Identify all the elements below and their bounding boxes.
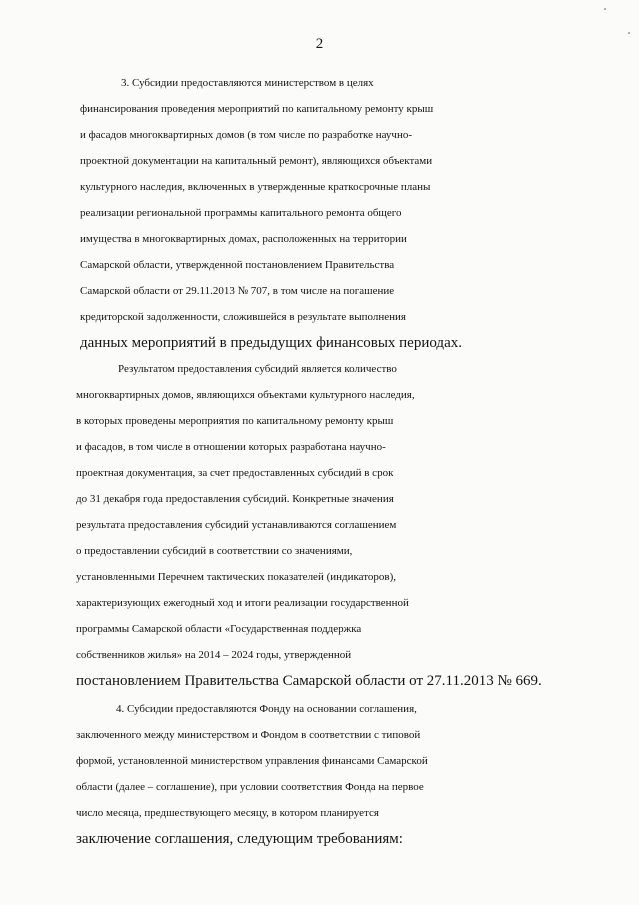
- text-line: постановлением Правительства Самарской области от 27.11.2013 № 669.: [76, 673, 542, 689]
- text-line: заключение соглашения, следующим требованиям:: [76, 831, 403, 847]
- text-line: культурного наследия, включенных в утвержденные краткосрочные планы: [80, 181, 431, 193]
- text-line: 4. Субсидии предоставляются Фонду на основании соглашения,: [116, 703, 417, 715]
- scan-speck: [628, 32, 630, 34]
- text-line: программы Самарской области «Государственная поддержка: [76, 623, 362, 635]
- text-line: заключенного между министерством и Фондом в соответствии с типовой: [76, 729, 421, 741]
- text-line: финансирования проведения мероприятий по капитальному ремонту крыш: [80, 103, 434, 115]
- text-line: кредиторской задолженности, сложившейся в результате выполнения: [80, 311, 406, 323]
- text-line: и фасадов, в том числе в отношении которых разработана научно-: [76, 441, 386, 453]
- text-line: в которых проведены мероприятия по капитальному ремонту крыш: [76, 415, 394, 427]
- text-line: характеризующих ежегодный ход и итоги реализации государственной: [76, 597, 409, 609]
- text-line: многоквартирных домов, являющихся объектами культурного наследия,: [76, 389, 415, 401]
- text-line: данных мероприятий в предыдущих финансовых периодах.: [80, 335, 462, 351]
- text-line: области (далее – соглашение), при условии соответствия Фонда на первое: [76, 781, 424, 793]
- page-number: 2: [315, 36, 324, 52]
- text-line: Самарской области, утвержденной постановлением Правительства: [80, 259, 395, 271]
- text-line: и фасадов многоквартирных домов (в том числе по разработке научно-: [80, 129, 413, 141]
- text-line: 3. Субсидии предоставляются министерством в целях: [121, 77, 374, 89]
- text-line: до 31 декабря года предоставления субсидий. Конкретные значения: [76, 493, 394, 505]
- text-line: установленными Перечнем тактических показателей (индикаторов),: [76, 571, 397, 583]
- text-line: Самарской области от 29.11.2013 № 707, в том числе на погашение: [80, 285, 395, 297]
- text-line: проектная документация, за счет предоставленных субсидий в срок: [76, 467, 394, 479]
- text-line: собственников жилья» на 2014 – 2024 годы, утвержденной: [76, 649, 352, 661]
- text-line: число месяца, предшествующего месяцу, в котором планируется: [76, 807, 379, 819]
- text-line: формой, установленной министерством управления финансами Самарской: [76, 755, 428, 767]
- text-line: проектной документации на капитальный ремонт), являющихся объектами: [80, 155, 433, 167]
- text-line: результата предоставления субсидий устанавливаются соглашением: [76, 519, 397, 531]
- text-line: реализации региональной программы капитального ремонта общего: [80, 207, 402, 219]
- text-line: имущества в многоквартирных домах, расположенных на территории: [80, 233, 407, 245]
- text-line: о предоставлении субсидий в соответствии со значениями,: [76, 545, 353, 557]
- text-line: Результатом предоставления субсидий является количество: [118, 363, 397, 375]
- scan-speck: [604, 8, 606, 10]
